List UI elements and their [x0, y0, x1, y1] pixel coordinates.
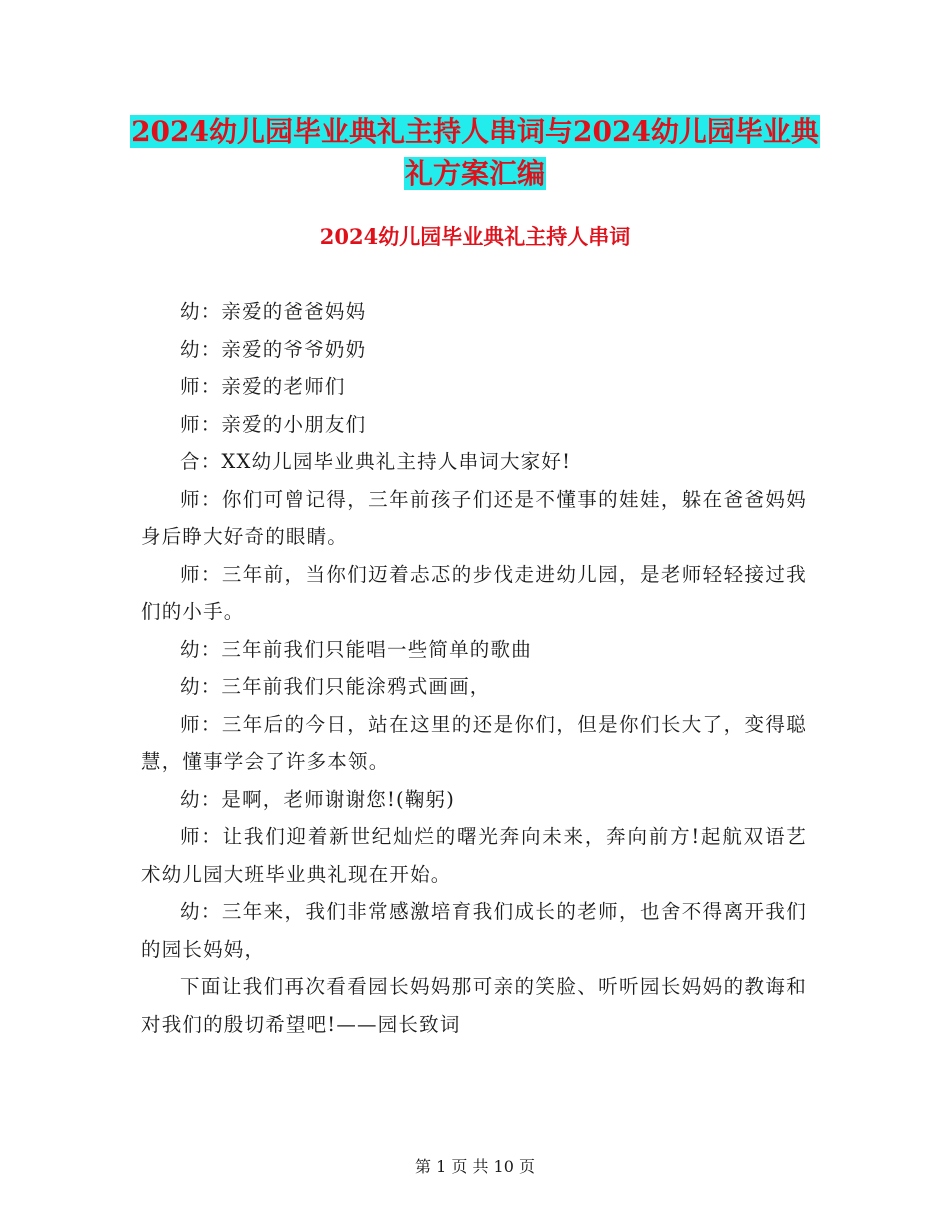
- paragraph: 幼：亲爱的爸爸妈妈: [180, 300, 367, 323]
- paragraph: 师：亲爱的老师们: [180, 375, 346, 398]
- page-number-footer: 第 1 页 共 10 页: [415, 1157, 535, 1176]
- document-title-line-2: 礼方案汇编: [404, 157, 545, 190]
- paragraph: 幼：三年前我们只能唱一些简单的歌曲: [180, 637, 532, 661]
- paragraph: 师：你们可曾记得，三年前孩子们还是不懂事的娃娃，躲在爸爸妈妈身后睁大好奇的眼睛。: [141, 487, 807, 548]
- document-title-line-1: 2024幼儿园毕业典礼主持人串词与2024幼儿园毕业典: [131, 115, 819, 148]
- paragraph: 合：XX幼儿园毕业典礼主持人串词大家好!: [180, 450, 572, 473]
- paragraph: 幼：亲爱的爷爷奶奶: [180, 337, 367, 361]
- paragraph: 师：让我们迎着新世纪灿烂的曙光奔向未来，奔向前方!起航双语艺术幼儿园大班毕业典礼现在开始。: [141, 825, 807, 886]
- paragraph: 下面让我们再次看看园长妈妈那可亲的笑脸、听听园长妈妈的教诲和对我们的殷切希望吧!——园长致词: [141, 975, 807, 1036]
- document-body: [141, 293, 807, 1043]
- paragraph: 师：三年前，当你们迈着忐忑的步伐走进幼儿园，是老师轻轻接过我们的小手。: [141, 562, 807, 623]
- paragraph: 师：三年后的今日，站在这里的还是你们，但是你们长大了，变得聪慧，懂事学会了许多本领。: [141, 712, 807, 773]
- document-title-continued: [0, 152, 950, 196]
- document-title: [0, 110, 950, 154]
- paragraph: 幼：是啊，老师谢谢您!(鞠躬): [180, 787, 456, 811]
- paragraph: 幼：三年来，我们非常感激培育我们成长的老师，也舍不得离开我们的园长妈妈，: [141, 900, 807, 961]
- section-heading: 2024幼儿园毕业典礼主持人串词: [319, 224, 631, 249]
- paragraph: 师：亲爱的小朋友们: [180, 412, 367, 436]
- paragraph: 幼：三年前我们只能涂鸦式画画，: [180, 675, 491, 698]
